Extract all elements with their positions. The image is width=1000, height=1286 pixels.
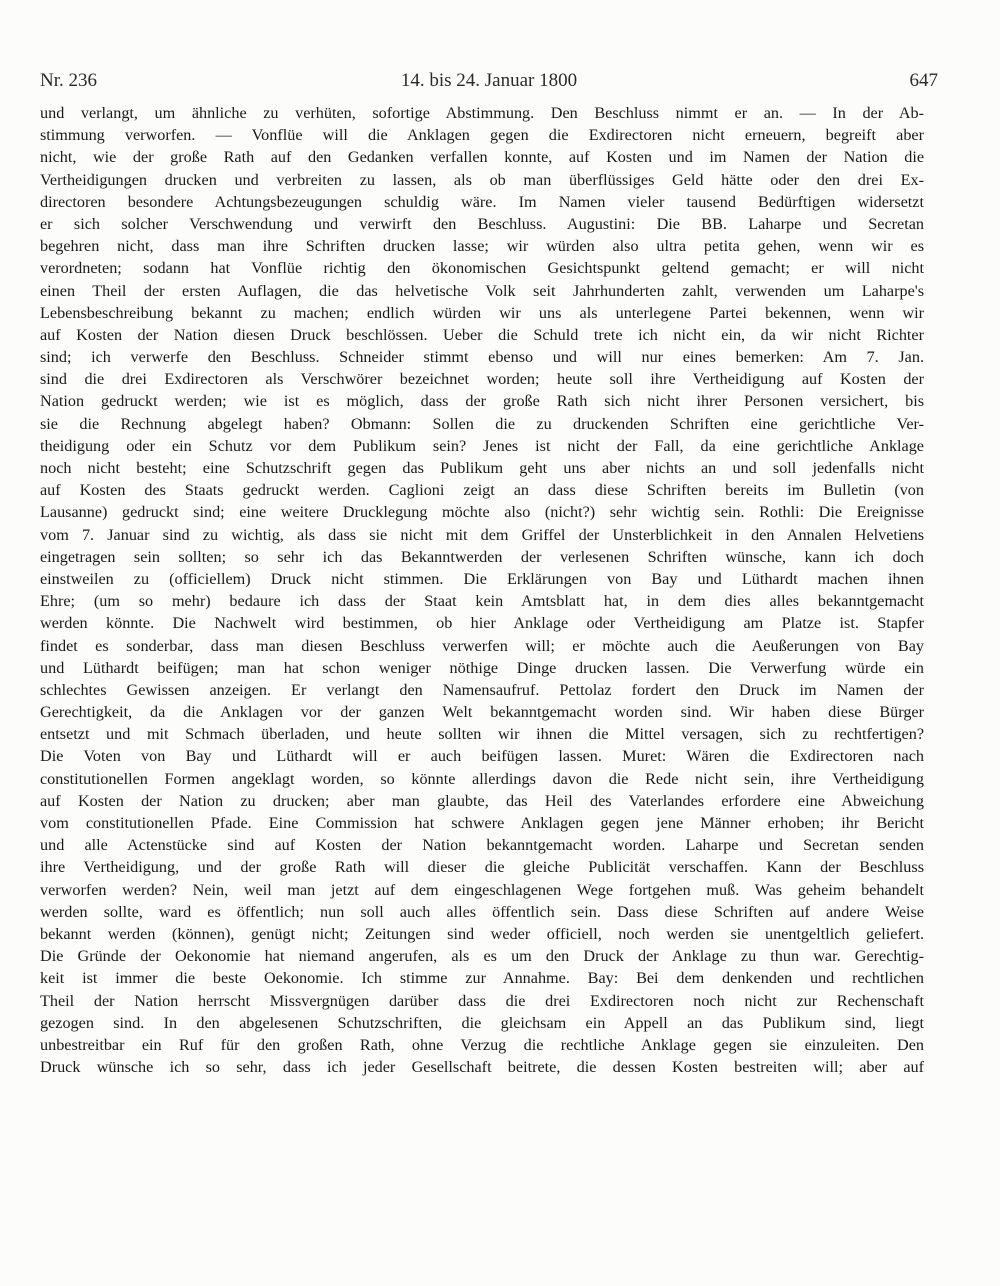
- text-line: und alle Actenstücke sind auf Kosten der Nation bekanntgemacht worden. Laharpe und Secretan senden: [40, 836, 924, 855]
- text-line: begehren nicht, dass man ihre Schriften drucken lasse; wir würden also ultra petita gehen, wenn wir es: [40, 237, 924, 256]
- text-line: unbestreitbar ein Ruf für den großen Rath, ohne Verzug die rechtliche Anklage gegen sie einzuleiten. Den: [40, 1035, 924, 1054]
- text-line: auf Kosten der Nation zu drucken; aber man glaubte, das Heil des Vaterlandes erfordere eine Abweichung: [40, 791, 924, 810]
- text-line: Gerechtigkeit, da die Anklagen vor der ganzen Welt bekanntgemacht worden sind. Wir haben diese Bürger: [40, 703, 924, 722]
- text-line: entsetzt und mit Schmach überladen, und heute sollten wir ihnen die Mittel versagen, sich zu rechtfertigen?: [40, 725, 924, 744]
- text-line: Lebensbeschreibung bekannt zu machen; endlich würden wir uns als unterlegene Partei bekennen, wenn wir: [40, 303, 924, 322]
- text-line: sind; ich verwerfe den Beschluss. Schneider stimmt ebenso und will nur eines bemerken: Am 7. Jan.: [40, 348, 924, 367]
- text-line: schlechtes Gewissen anzeigen. Er verlangt den Namensaufruf. Pettolaz fordert den Druck im Namen der: [40, 680, 924, 699]
- page-header: [40, 70, 938, 96]
- text-line: theidigung oder ein Schutz vor dem Publikum sein? Jenes ist nicht der Fall, da eine gerichtliche Anklage: [40, 436, 924, 455]
- text-line: werden sollte, ward es öffentlich; nun soll auch alles öffentlich sein. Dass diese Schriften auf andere Weise: [40, 902, 924, 921]
- text-line: eingetragen sein sollten; so sehr ich das Bekanntwerden der verlesenen Schriften wünsche, kann ich doch: [40, 547, 924, 566]
- text-line: findet es sonderbar, dass man diesen Beschluss verwerfen will; er möchte auch die Aeußerungen von Bay: [40, 636, 924, 655]
- text-line: noch nicht besteht; eine Schutzschrift gegen das Publikum geht uns aber nichts an und soll jedenfalls nicht: [40, 459, 924, 477]
- text-line: Druck wünsche ich so sehr, dass ich jeder Gesellschaft beitrete, die dessen Kosten bestreiten will; aber auf: [40, 1058, 924, 1077]
- body-text: [40, 102, 924, 1078]
- text-line: bekannt werden (können), genügt nicht; Zeitungen sind weder officiell, noch werden sie unentgeltlich geliefert.: [40, 924, 924, 943]
- text-line: sie die Rechnung abgelegt haben? Obmann: Sollen die zu druckenden Schriften eine gerichtliche Ver-: [40, 414, 924, 433]
- text-line: und verlangt, um ähnliche zu verhüten, sofortige Abstimmung. Den Beschluss nimmt er an. — In der Ab-: [40, 104, 924, 122]
- text-line: Nation gedruckt werden; wie ist es möglich, dass der große Rath sich nicht ihrer Personen versichert, bis: [40, 392, 924, 411]
- page-number: 647: [909, 70, 938, 91]
- text-line: auf Kosten des Staats gedruckt werden. Caglioni zeigt an dass diese Schriften bereits im Bulletin (von: [40, 481, 924, 500]
- text-line: sind die drei Exdirectoren als Verschwörer bezeichnet worden; heute soll ihre Vertheidigung auf Kosten der: [40, 370, 924, 389]
- issue-number: Nr. 236: [40, 70, 97, 91]
- text-line: vom 7. Januar sind zu wichtig, als dass sie nicht mit dem Griffel der Unsterblichkeit in den Annalen Helvetiens: [40, 525, 924, 544]
- text-line: Die Voten von Bay und Lüthardt will er auch beifügen lassen. Muret: Wären die Exdirectoren nach: [40, 747, 924, 766]
- text-line: und Lüthardt beifügen; man hat schon weniger nöthige Dinge drucken lassen. Die Verwerfung würde ein: [40, 658, 924, 677]
- text-line: directoren besondere Achtungsbezeugungen schuldig wäre. Im Namen vieler tausend Bedürftigen widersetzt: [40, 192, 924, 211]
- date-range: 14. bis 24. Januar 1800: [400, 70, 578, 91]
- text-line: verworfen werden? Nein, weil man jetzt auf dem eingeschlagenen Wege fortgehen muß. Was geheim behandelt: [40, 880, 924, 899]
- text-line: gezogen sind. In den abgelesenen Schutzschriften, die gleichsam ein Appell an das Publikum sind, liegt: [40, 1013, 924, 1032]
- text-line: Die Gründe der Oekonomie hat niemand angerufen, als es um den Druck der Anklage zu thun war. Gerechtig-: [40, 947, 924, 966]
- text-line: er sich solcher Verschwendung und verwirft den Beschluss. Augustini: Die BB. Laharpe und Secretan: [40, 214, 924, 233]
- text-line: Vertheidigungen drucken und verbreiten zu lassen, als ob man überflüssiges Geld hätte oder den drei Ex-: [40, 170, 924, 189]
- text-line: Theil der Nation herrscht Missvergnügen darüber dass die drei Exdirectoren noch nicht zur Rechenschaft: [40, 991, 924, 1010]
- text-line: werden könnte. Die Nachwelt wird bestimmen, ob hier Anklage oder Vertheidigung am Platze ist. Stapfer: [40, 614, 924, 633]
- text-line: Lausanne) gedruckt sind; eine weitere Drucklegung möchte also (nicht?) sehr wichtig sein. Rothli: Die Ereignisse: [40, 503, 924, 522]
- text-line: einen Theil der ersten Auflagen, die das helvetische Volk seit Jahrhunderten zahlt, verwenden um Laharpe's: [40, 281, 924, 300]
- text-line: constitutionellen Formen angeklagt worden, so könnte allerdings davon die Rede nicht sein, ihre Vertheidigung: [40, 769, 924, 788]
- text-line: stimmung verworfen. — Vonflüe will die Anklagen gegen die Exdirectoren nicht erneuern, begreift aber: [40, 126, 924, 145]
- text-line: keit ist immer die beste Oekonomie. Ich stimme zur Annahme. Bay: Bei dem denkenden und rechtlichen: [40, 969, 924, 988]
- text-line: auf Kosten der Nation diesen Druck beschlössen. Ueber die Schuld trete ich nicht ein, da wir nicht Richter: [40, 325, 924, 344]
- text-line: einstweilen zu (officiellem) Druck nicht stimmen. Die Erklärungen von Bay und Lüthardt machen ihnen: [40, 569, 924, 588]
- text-line: verordneten; sodann hat Vonflüe richtig den ökonomischen Gesichtspunkt geltend gemacht; er will nicht: [40, 259, 924, 278]
- text-line: vom constitutionellen Pfade. Eine Commission hat schwere Anklagen gegen jene Männer erhoben; ihr Bericht: [40, 814, 924, 832]
- text-line: nicht, wie der große Rath auf den Gedanken verfallen konnte, auf Kosten und im Namen der Nation die: [40, 148, 924, 167]
- text-line: Ehre; (um so mehr) bedaure ich dass der Staat kein Amtsblatt hat, in dem dies alles bekanntgemacht: [40, 592, 924, 611]
- text-line: ihre Vertheidigung, und der große Rath will dieser die gleiche Publicität verschaffen. Kann der Beschluss: [40, 858, 924, 877]
